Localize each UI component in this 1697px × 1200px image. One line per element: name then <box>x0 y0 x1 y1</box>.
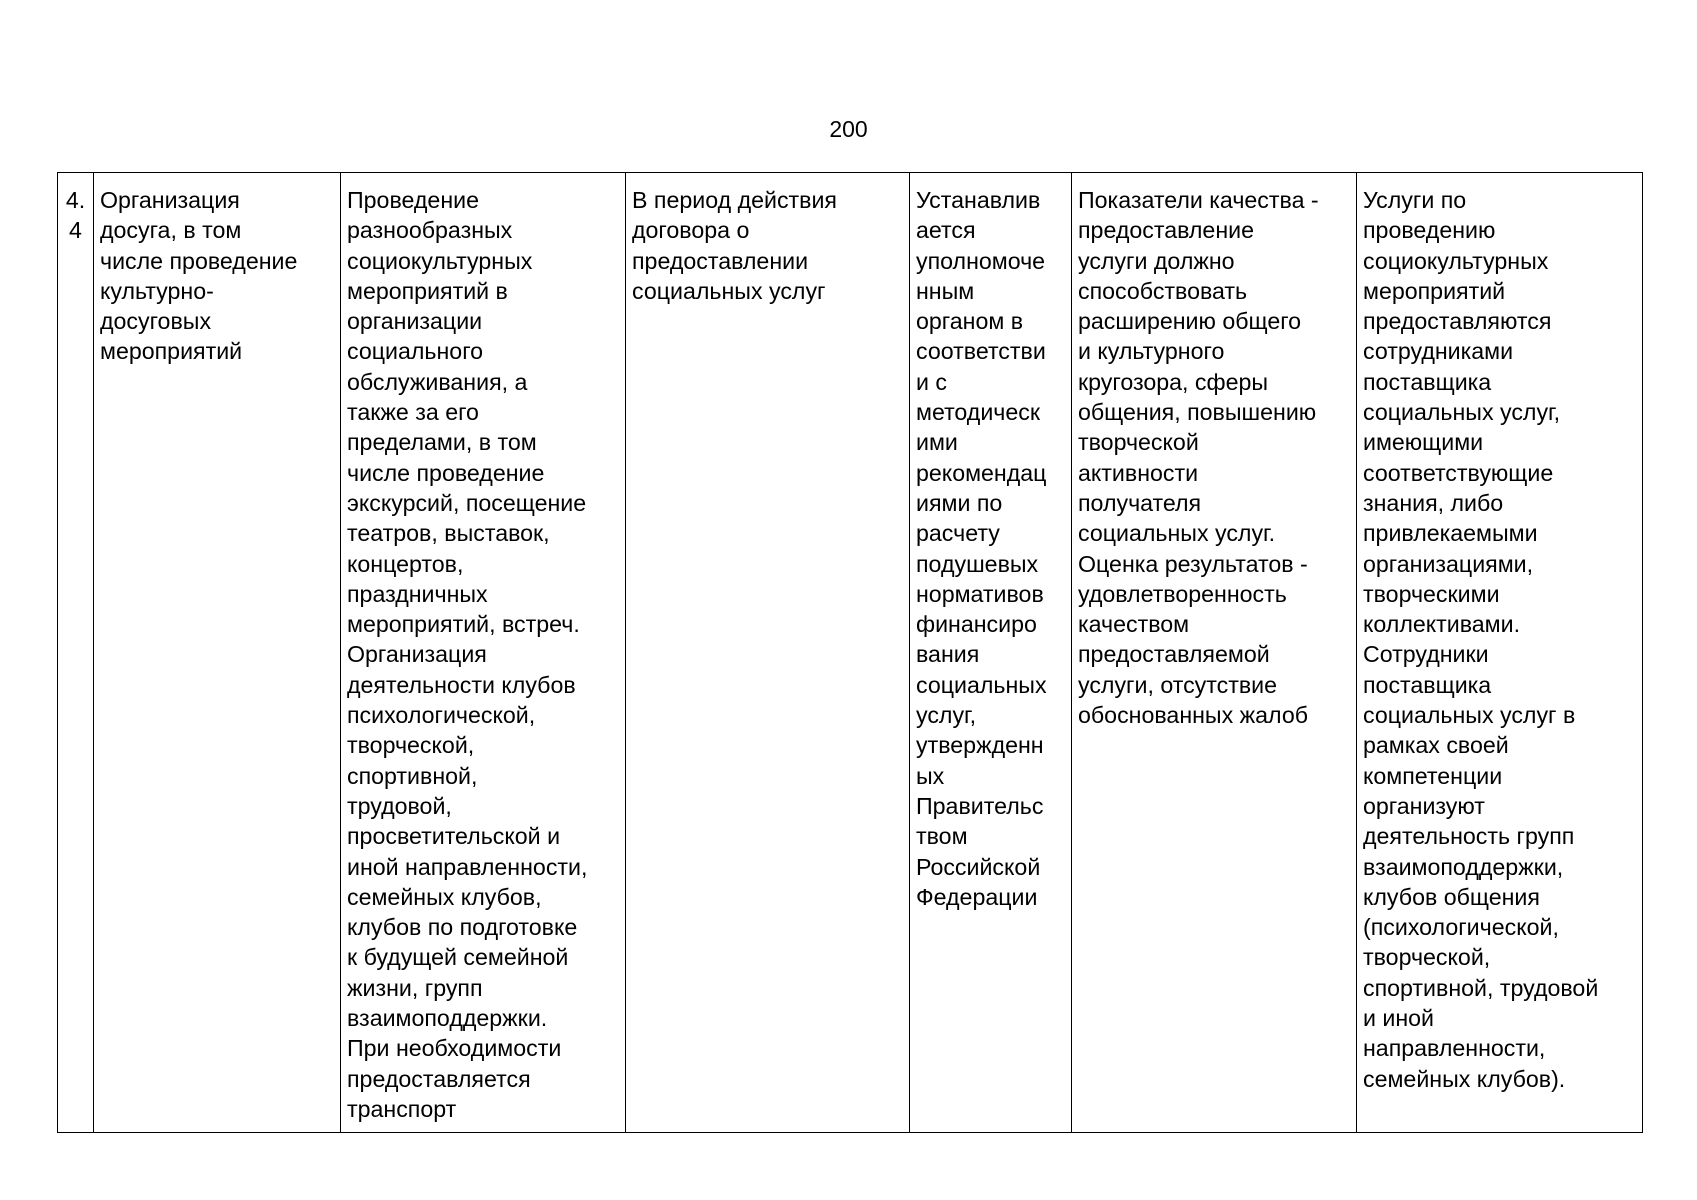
service-conditions-line: деятельность групп <box>1363 823 1575 850</box>
service-description-line: организации <box>347 308 483 335</box>
funding-norm-line: и с <box>916 368 947 395</box>
funding-norm-line: нормативов <box>916 580 1044 607</box>
table-row <box>58 173 1643 1133</box>
service-conditions-line: организуют <box>1363 792 1485 819</box>
funding-norm-line: органом в <box>916 308 1024 335</box>
service-period-line: договора о <box>632 217 750 244</box>
service-description-line: разнообразных <box>347 217 513 244</box>
quality-indicators-line: творческой <box>1078 429 1199 456</box>
service-conditions-line: взаимоподдержки, <box>1363 853 1564 880</box>
service-name-line: числе проведение <box>100 247 298 274</box>
service-description-line: иной направленности, <box>347 853 588 880</box>
service-conditions-line: предоставляются <box>1363 308 1552 335</box>
funding-norm-cell <box>910 173 1072 1133</box>
quality-indicators-line: обоснованных жалоб <box>1078 702 1309 729</box>
quality-indicators-line: кругозора, сферы <box>1078 368 1269 395</box>
service-description-line: Организация <box>347 641 487 668</box>
services-table <box>57 172 1643 1133</box>
funding-norm-line: иями по <box>916 489 1003 516</box>
funding-norm-line: Устанавлив <box>916 187 1041 213</box>
service-conditions-line: привлекаемыми <box>1363 520 1538 547</box>
quality-indicators-line: социальных услуг. <box>1078 520 1276 547</box>
service-description-line: пределами, в том <box>347 429 537 456</box>
service-description-line: Проведение <box>347 187 479 213</box>
page-number: 200 <box>829 116 868 142</box>
service-name-line: Организация <box>100 187 240 213</box>
funding-norm-line: Правительс <box>916 792 1044 819</box>
row-number-line: 4. <box>65 187 86 213</box>
service-conditions-line: мероприятий <box>1363 277 1506 304</box>
service-conditions-line: проведению <box>1363 217 1496 244</box>
service-period-line: социальных услуг <box>632 277 826 304</box>
quality-indicators-line: активности <box>1078 459 1199 486</box>
service-description-line: просветительской и <box>347 823 561 850</box>
service-conditions-line: социальных услуг, <box>1363 399 1561 426</box>
service-description-line: жизни, групп <box>347 974 483 1001</box>
row-number-cell <box>58 173 94 1133</box>
funding-norm-line: ых <box>916 762 945 789</box>
service-description-line: мероприятий, встреч. <box>347 611 580 638</box>
service-conditions-cell <box>1357 173 1643 1133</box>
funding-norm-line: Российской <box>916 853 1041 880</box>
service-description-line: к будущей семейной <box>347 944 569 971</box>
quality-indicators-line: способствовать <box>1078 277 1248 304</box>
service-description-line: психологической, <box>347 702 536 729</box>
funding-norm-line: услуг, <box>916 702 977 729</box>
service-conditions-line: творческими <box>1363 580 1500 607</box>
funding-norm-line: подушевых <box>916 550 1039 577</box>
service-conditions-line: организациями, <box>1363 550 1534 577</box>
service-description-line: семейных клубов, <box>347 883 542 910</box>
quality-indicators-line: предоставляемой <box>1078 641 1270 668</box>
service-description-line: праздничных <box>347 580 488 607</box>
service-conditions-line: компетенции <box>1363 762 1503 789</box>
service-name-cell <box>94 173 341 1133</box>
service-description-line: транспорт <box>347 1095 457 1122</box>
service-conditions-line: коллективами. <box>1363 611 1521 638</box>
quality-indicators-line: услуги должно <box>1078 247 1235 274</box>
funding-norm-line: ими <box>916 429 958 456</box>
quality-indicators-line: расширению общего <box>1078 308 1302 335</box>
service-description-line: театров, выставок, <box>347 520 550 547</box>
funding-norm-line: нным <box>916 277 975 304</box>
service-conditions-line: направленности, <box>1363 1035 1546 1062</box>
service-name-line: досуга, в том <box>100 217 242 244</box>
funding-norm-line: социальных <box>916 671 1047 698</box>
service-conditions-line: социальных услуг в <box>1363 702 1576 729</box>
service-description-line: предоставляется <box>347 1065 531 1092</box>
funding-norm-line: ается <box>916 217 976 244</box>
service-conditions-line: социокультурных <box>1363 247 1549 274</box>
service-conditions-line: семейных клубов). <box>1363 1065 1566 1092</box>
service-description-cell <box>341 173 626 1133</box>
service-conditions-line: имеющими <box>1363 429 1484 456</box>
service-conditions-line: клубов общения <box>1363 883 1540 910</box>
service-description-line: творческой, <box>347 732 475 759</box>
funding-norm-line: финансиро <box>916 611 1037 638</box>
quality-indicators-line: и культурного <box>1078 338 1225 365</box>
service-conditions-line: и иной <box>1363 1005 1435 1032</box>
service-description-line: При необходимости <box>347 1035 562 1062</box>
service-conditions-line: знания, либо <box>1363 489 1504 516</box>
quality-indicators-line: общения, повышению <box>1078 399 1317 426</box>
row-number-line: 4 <box>69 217 82 244</box>
service-name-line: мероприятий <box>100 338 243 365</box>
service-description-line: взаимоподдержки. <box>347 1005 548 1032</box>
service-description-line: социокультурных <box>347 247 533 274</box>
service-conditions-line: Услуги по <box>1363 187 1467 213</box>
funding-norm-line: вания <box>916 641 980 668</box>
service-name-line: досуговых <box>100 308 212 335</box>
service-description-line: также за его <box>347 399 479 426</box>
quality-indicators-line: услуги, отсутствие <box>1078 671 1278 698</box>
funding-norm-line: расчету <box>916 520 1000 547</box>
funding-norm-line: утвержденн <box>916 732 1044 759</box>
service-conditions-line: (психологической, <box>1363 914 1559 941</box>
quality-indicators-cell <box>1072 173 1357 1133</box>
service-conditions-line: рамках своей <box>1363 732 1509 759</box>
service-conditions-line: Сотрудники <box>1363 641 1489 668</box>
service-conditions-line: спортивной, трудовой <box>1363 974 1599 1001</box>
funding-norm-line: уполномоче <box>916 247 1046 274</box>
service-name-line: культурно- <box>100 277 214 304</box>
service-period-line: предоставлении <box>632 247 809 274</box>
service-conditions-line: сотрудниками <box>1363 338 1514 365</box>
service-description-line: экскурсий, посещение <box>347 489 587 516</box>
service-period-line: В период действия <box>632 187 837 213</box>
service-description-line: деятельности клубов <box>347 671 576 698</box>
quality-indicators-line: получателя <box>1078 489 1202 516</box>
quality-indicators-line: Показатели качества - <box>1078 187 1319 213</box>
service-conditions-line: соответствующие <box>1363 459 1554 486</box>
service-description-line: числе проведение <box>347 459 545 486</box>
service-description-line: мероприятий в <box>347 277 508 304</box>
funding-norm-line: рекомендац <box>916 459 1047 486</box>
quality-indicators-line: Оценка результатов - <box>1078 550 1308 577</box>
service-conditions-line: поставщика <box>1363 368 1492 395</box>
service-period-cell <box>626 173 910 1133</box>
funding-norm-line: твом <box>916 823 968 850</box>
service-description-line: обслуживания, а <box>347 368 528 395</box>
funding-norm-line: Федерации <box>916 883 1038 910</box>
service-description-line: концертов, <box>347 550 464 577</box>
service-conditions-line: творческой, <box>1363 944 1491 971</box>
quality-indicators-line: удовлетворенность <box>1078 580 1287 607</box>
service-description-line: клубов по подготовке <box>347 914 578 941</box>
funding-norm-line: методическ <box>916 399 1041 426</box>
service-description-line: трудовой, <box>347 792 452 819</box>
service-conditions-line: поставщика <box>1363 671 1492 698</box>
quality-indicators-line: качеством <box>1078 611 1190 638</box>
funding-norm-line: соответстви <box>916 338 1046 365</box>
quality-indicators-line: предоставление <box>1078 217 1254 244</box>
service-description-line: спортивной, <box>347 762 478 789</box>
service-description-line: социального <box>347 338 484 365</box>
